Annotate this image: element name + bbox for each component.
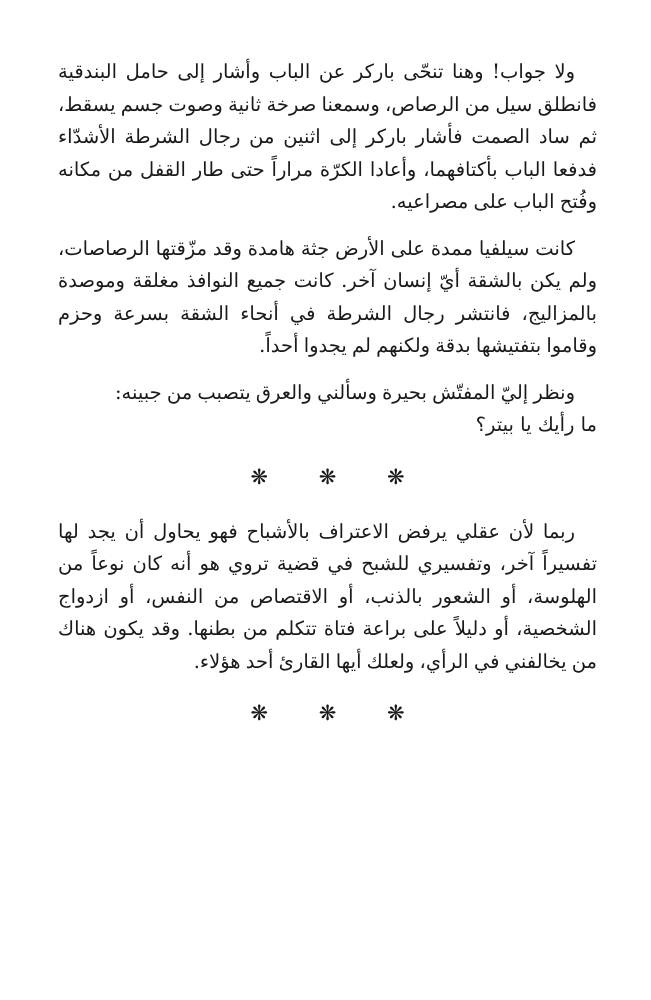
- document-page: [58, 56, 597, 752]
- section-separator-1: ❋ ❋ ❋: [250, 464, 427, 489]
- inspector-question: ما رأيك يا بيتر؟: [475, 413, 597, 436]
- section-separator-2: ❋ ❋ ❋: [250, 701, 427, 725]
- paragraph-1: ولا جواب! وهنا تنحّى باركر عن الباب وأشار إلى حامل البندقية فانطلق سيل من الرصاص، وسمعنا صرخة ثانية وصوت جسم يسقط، ثم ساد الصمت فأشار باركر إلى اثنين من رجال الشرطة الأشدّاء فدفعا الباب بأكتافهما، وأعادا الكرّة مراراً حتى طار القفل من مكانه وفُتح الباب على مصراعيه.: [58, 60, 597, 213]
- paragraph-4: ربما لأن عقلي يرفض الاعتراف بالأشباح فهو يحاول أن يجد لها تفسيراً آخر، وتفسيري للشبح في قضية تروي هو أنه كان نوعاً من الهلوسة، أو الشعور بالذنب، أو الاقتصاص من النفس، أو ازدواج الشخصية، أو دليلاً على براعة فتاة تتكلم من بطنها. وقد يكون هناك من يخالفني في الرأي، ولعلك أيها القارئ أحد هؤلاء.: [58, 519, 597, 673]
- paragraph-2: كانت سيلفيا ممدة على الأرض جثة هامدة وقد مزّقتها الرصاصات، ولم يكن بالشقة أيّ إنسان آخر. كانت جميع النوافذ مغلقة وموصدة بالمزاليج، فانتشر رجال الشرطة في أنحاء الشقة بسرعة وحزم وقاموا بتفتيشها بدقة ولكنهم لم يجدوا أحداً.: [58, 236, 597, 357]
- paragraph-3: ونظر إليّ المفتّش بحيرة وسألني والعرق يتصبب من جبينه:: [114, 380, 575, 404]
